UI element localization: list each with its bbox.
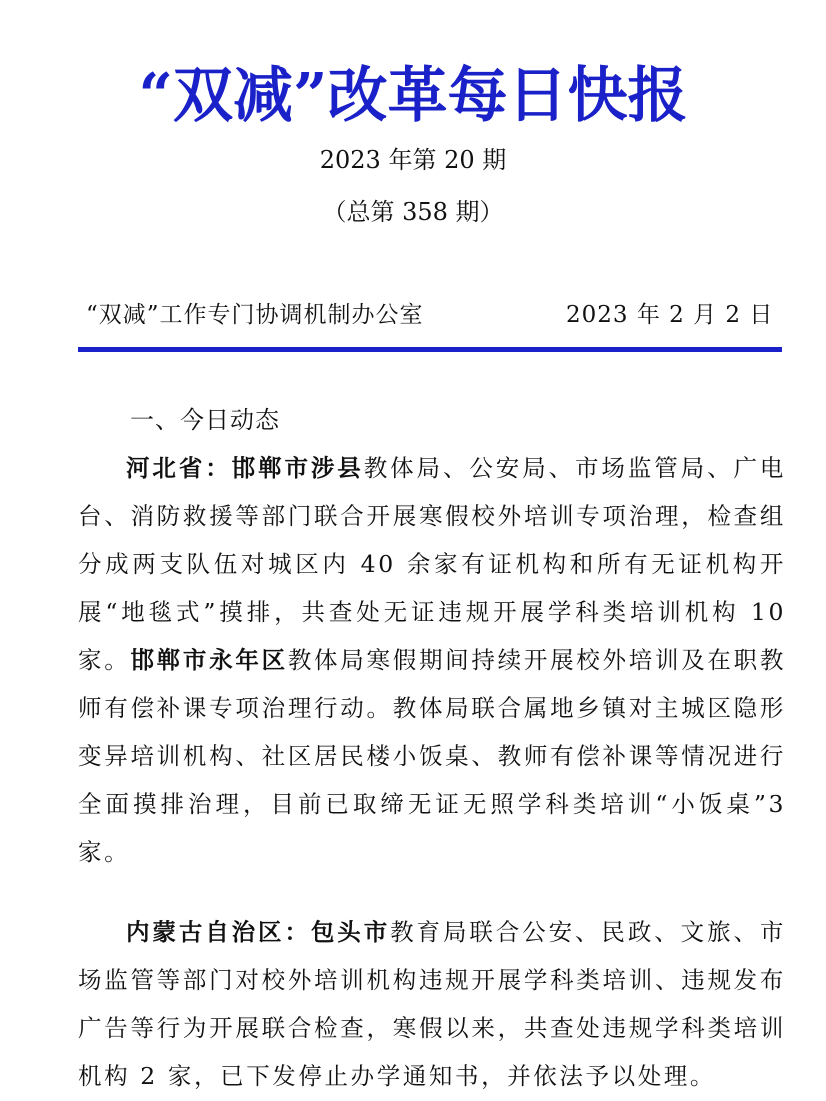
paragraph-hebei — [78, 444, 786, 876]
place-name: 邯郸市涉县 — [231, 454, 364, 482]
total-issue-number: （总第 358 期） — [322, 198, 504, 226]
issue-number: 2023 年第 20 期 — [319, 146, 507, 174]
issuing-office: “双减”工作专门协调机制办公室 — [86, 302, 424, 328]
paragraph-inner-mongolia — [78, 908, 786, 1100]
paragraph-text: 教体局寒假期间持续开展校外培训及在职教师有偿补课专项治理行动。教体局联合属地乡镇对主城区隐形变异培训机构、社区居民楼小饭桌、教师有偿补课等情况进行全面摸排治理，目前已取缔无证无照学科类培训“小饭桌”3 家。 — [78, 646, 786, 866]
place-name: 包头市 — [310, 918, 391, 946]
section-heading: 一、今日动态 — [130, 406, 280, 434]
paragraph-text: 教体局、公安局、市场监管局、广电台、消防救援等部门联合开展寒假校外培训专项治理，检查组分成两支队伍对城区内 40 余家有证机构和所有无证机构开展“地毯式”摸排，共查处无证违规开展学科类培训机构 10 家。 — [78, 454, 786, 674]
header-divider — [78, 347, 782, 352]
issue-date: 2023 年 2 月 2 日 — [566, 302, 774, 328]
region-label: 河北省： — [126, 454, 232, 482]
paragraph-text: 教育局联合公安、民政、文旅、市场监管等部门对校外培训机构违规开展学科类培训、违规发布广告等行为开展联合检查，寒假以来，共查处违规学科类培训机构 2 家，已下发停止办学通知书，并依法予以处理。 — [78, 918, 787, 1090]
place-name: 邯郸市永年区 — [130, 646, 288, 674]
region-label: 内蒙古自治区： — [126, 918, 311, 946]
report-title: “双减”改革每日快报 — [138, 61, 688, 131]
